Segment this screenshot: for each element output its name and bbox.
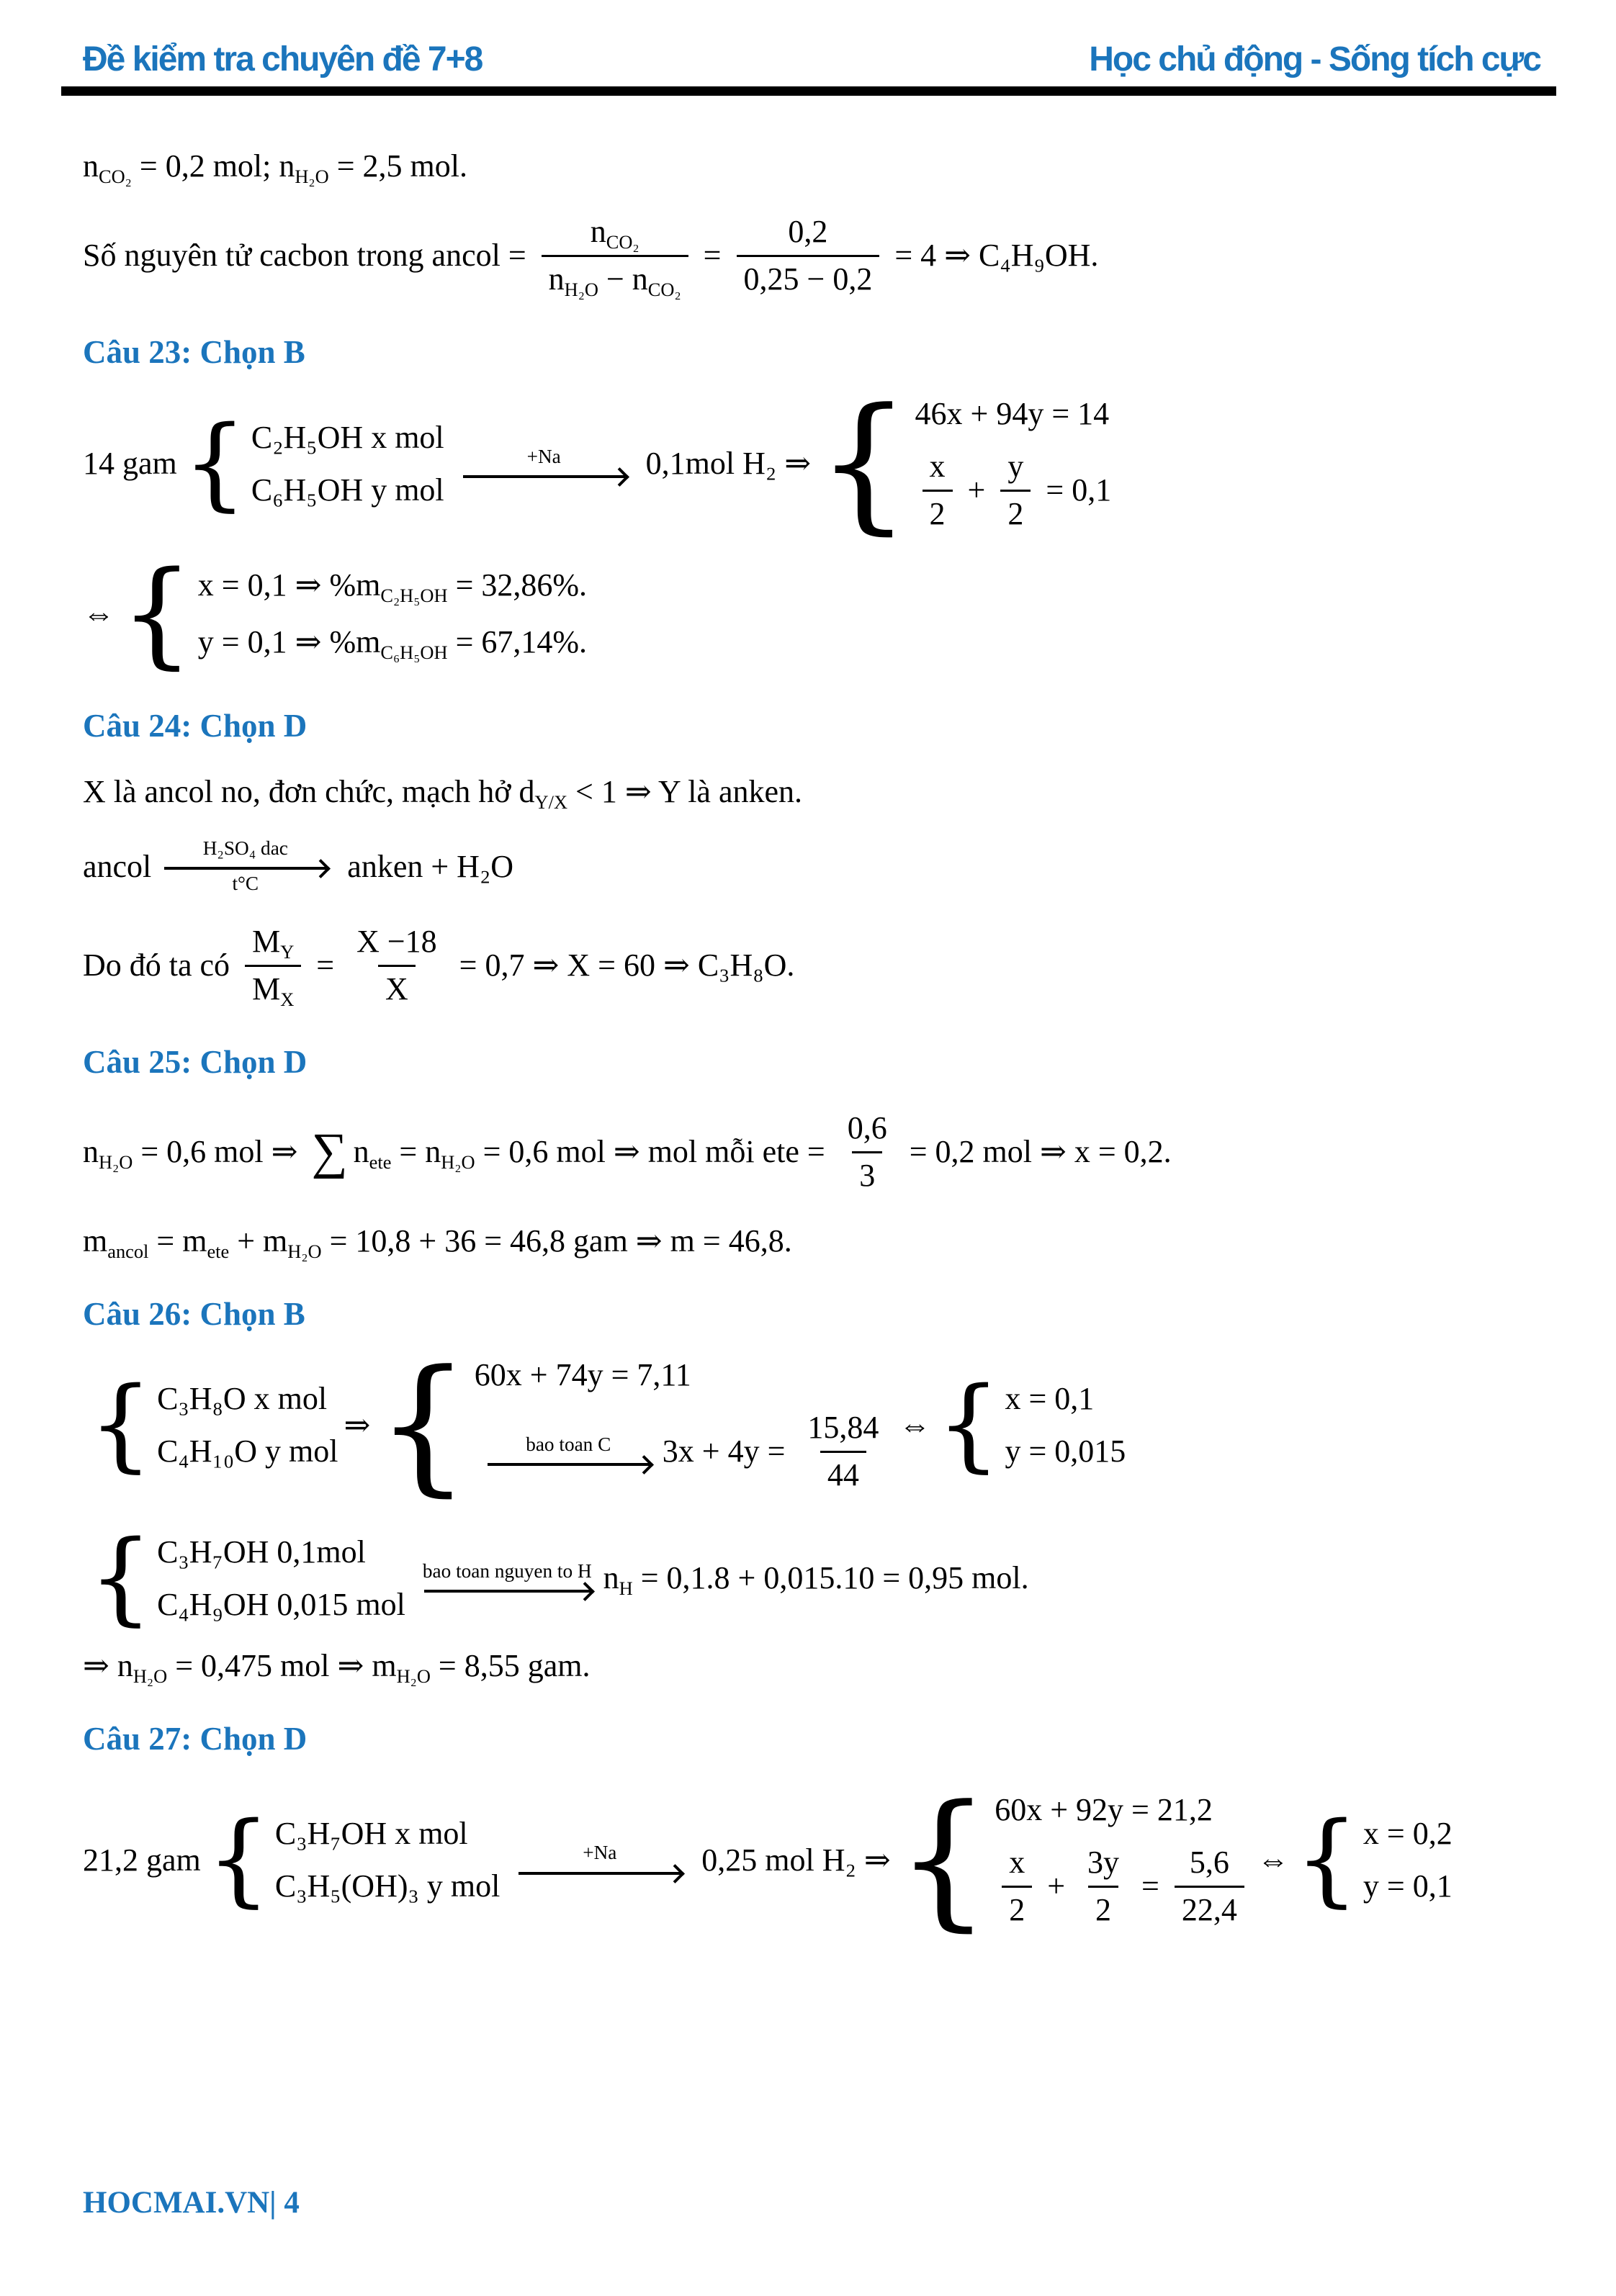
case-row: C₄H₁₀O y mol (157, 1433, 338, 1469)
cases-rows (1363, 1815, 1453, 1904)
math-text: = (148, 1223, 183, 1259)
var-sub: Y/X (534, 791, 567, 814)
math-text: X là ancol no, đơn chức, mạch hở (83, 774, 519, 809)
left-brace-icon: { (817, 377, 911, 549)
reaction-arrow-top-label: +Na (526, 445, 561, 467)
cases-group (89, 1518, 405, 1637)
case-row: C₆H₅OH y mol (251, 472, 444, 508)
math-text: = (391, 1133, 426, 1169)
var-base: %m (329, 624, 381, 659)
header-rule (61, 86, 1556, 96)
case-row: y = 0,1 (1363, 1868, 1453, 1904)
math-text: = 10,8 + 36 = 46,8 gam ⇒ m = 46,8. (321, 1223, 792, 1259)
chem-formula: C₃H₈O. (697, 947, 795, 983)
var-n-h2o (548, 261, 598, 301)
var-base: m (83, 1223, 108, 1259)
q26-result (83, 1647, 1540, 1687)
case-row (197, 623, 588, 664)
fraction-denominator: 2 (923, 490, 953, 532)
cases-rows (475, 1356, 894, 1493)
case-row: 60x + 74y = 7,11 (474, 1357, 691, 1393)
fraction (840, 1109, 894, 1194)
fraction-numerator: y (1007, 448, 1024, 484)
case-row: 46x + 94y = 14 (915, 395, 1110, 431)
math-text: + (959, 472, 994, 508)
question-24-heading: Câu 24: Chọn D (83, 708, 308, 744)
math-text: = 0,1.8 + 0,015.10 = 0,95 mol. (632, 1560, 1029, 1596)
math-text: 21,2 gam (83, 1842, 201, 1878)
cases-rows (995, 1791, 1252, 1928)
right-arrow-icon (488, 1463, 650, 1466)
implies-icon: ⇒ (344, 1407, 371, 1443)
math-text: = 0,2 mol ⇒ x = 0,2. (901, 1133, 1172, 1169)
q25-line-2 (83, 1223, 1540, 1262)
reaction-arrow-top-label: bao toan nguyen to H (422, 1559, 592, 1582)
page-header (83, 40, 1540, 79)
var-sub: H₂O (396, 1665, 431, 1687)
math-text: Do đó ta có (83, 947, 238, 983)
implies-icon: ⇒ (863, 1842, 891, 1878)
var-base: n (353, 1133, 369, 1169)
q26-hydrogen-balance (83, 1518, 1540, 1637)
fraction-numerator (245, 923, 301, 965)
iff-icon: ⇔ (899, 1407, 931, 1443)
var-sub: H₂O (287, 1240, 322, 1262)
math-text: = 0,1 (1038, 472, 1112, 508)
math-text: 0,1mol H₂ (637, 446, 785, 481)
math-text: Số nguyên tử cacbon trong ancol = (83, 238, 534, 273)
case-row: C₃H₅(OH)₃ y mol (274, 1868, 500, 1904)
var-sub: H₂O (441, 1151, 475, 1173)
right-arrow-icon (424, 1590, 591, 1593)
case-row (475, 1409, 894, 1493)
math-text: = (1134, 1868, 1167, 1904)
fraction-denominator (542, 255, 688, 301)
var-m-ancol (83, 1223, 149, 1262)
var-n-h2o (117, 1647, 168, 1687)
math-text: x = 0,1 ⇒ (197, 567, 330, 603)
iff-icon: ⇔ (1257, 1842, 1289, 1878)
fraction-denominator: 0,25 − 0,2 (737, 255, 880, 297)
fraction (737, 213, 880, 297)
var-sub: H₂O (99, 1151, 133, 1173)
cases-group (376, 1338, 893, 1511)
cases-group (817, 377, 1112, 549)
left-brace-icon: { (1294, 1801, 1359, 1919)
cases-group (120, 546, 588, 680)
var-m-h2o (372, 1647, 431, 1687)
fraction-denominator: X (378, 965, 416, 1007)
fraction (1002, 1844, 1032, 1928)
var-n-co2 (632, 261, 681, 301)
var-base: n (590, 214, 606, 249)
var-base: m (372, 1647, 397, 1683)
reaction-arrow-top-label: H₂SO₄ dac (202, 837, 288, 859)
case-row: y = 0,015 (1005, 1433, 1126, 1469)
math-text: = 0,2 mol; (131, 148, 279, 184)
fraction (245, 923, 301, 1010)
header-left-title: Đề kiểm tra chuyên đề 7+8 (83, 40, 482, 78)
case-row: 60x + 92y = 21,2 (995, 1792, 1213, 1828)
var-sub: ancol (107, 1240, 149, 1262)
var-base: n (425, 1133, 441, 1169)
fraction-numerator: 15,84 (807, 1410, 879, 1446)
var-n-ete (353, 1133, 392, 1173)
var-base: M (252, 923, 281, 959)
var-n-h2o (425, 1133, 475, 1173)
fraction-numerator: 5,6 (1189, 1845, 1229, 1881)
var-sub: H₂O (295, 166, 329, 188)
cases-rows (275, 1815, 500, 1904)
var-percent-mass (329, 623, 448, 664)
fraction (542, 213, 688, 301)
fraction (923, 448, 953, 532)
q26-system (83, 1338, 1540, 1511)
left-brace-icon: { (89, 1366, 153, 1484)
q24-computation (83, 923, 1540, 1010)
case-row: C₄H₉OH 0,015 mol (157, 1586, 405, 1622)
fraction-numerator (583, 213, 647, 255)
implies-icon: ⇒ (83, 1647, 117, 1683)
math-text: = (308, 947, 343, 983)
var-base: m (182, 1223, 207, 1259)
var-sub: X (280, 988, 295, 1010)
reaction-arrow-top-label: +Na (583, 1842, 617, 1864)
cases-group (182, 404, 444, 522)
fraction (1175, 1844, 1244, 1928)
right-arrow-icon (519, 1872, 681, 1875)
case-row (915, 448, 1112, 532)
q24-statement (83, 773, 1540, 814)
q23-solution (83, 546, 1540, 680)
var-sub: CO₂ (606, 231, 639, 253)
fraction-numerator: x (929, 448, 946, 484)
var-m-x (252, 971, 295, 1010)
reaction-arrow (422, 1559, 592, 1594)
q25-line-1: $n_{H_2O}$ = 0,6 mol ⇒ ∑ $n_{ete}$ = $n_{H_2O}$ = 0,6 mol ⇒ mol mỗi ete = $\frac{0,6}{3}$ = 0,2 mol ⇒ x = 0,2. (83, 1109, 1172, 1193)
math-text: + (229, 1223, 264, 1259)
left-brace-icon: { (182, 404, 247, 522)
var-percent-mass (329, 567, 448, 607)
var-sub: C₂H₅OH (380, 585, 448, 607)
var-base: n (603, 1560, 619, 1596)
right-arrow-icon (463, 475, 625, 478)
fraction (349, 923, 444, 1007)
question-27-heading: Câu 27: Chọn D (83, 1720, 308, 1757)
question-23-heading: Câu 23: Chọn B (83, 334, 305, 370)
cases-rows (1005, 1380, 1126, 1469)
var-n-co2 (83, 148, 132, 188)
math-text: − (598, 261, 632, 297)
question-26-heading: Câu 26: Chọn B (83, 1295, 305, 1332)
fraction-denominator: 2 (1002, 1886, 1032, 1928)
cases-rows (197, 567, 588, 664)
var-base: n (117, 1647, 133, 1683)
case-row (197, 567, 588, 607)
fraction-denominator (245, 965, 301, 1010)
left-brace-icon: { (206, 1801, 271, 1919)
var-m-y (252, 923, 295, 963)
iff-icon: ⇔ (83, 595, 115, 631)
var-base: n (83, 1133, 99, 1169)
left-brace-icon: { (896, 1773, 991, 1945)
var-sub: CO₂ (99, 166, 132, 188)
var-sub: H₂O (564, 279, 598, 301)
math-text: = 8,55 gam. (430, 1647, 591, 1683)
case-row: C₂H₅OH x mol (251, 419, 444, 455)
math-text: ancol (83, 848, 152, 884)
math-text: = 0,6 mol ⇒ mol mỗi ete = (475, 1133, 833, 1169)
var-sub: ete (207, 1240, 230, 1262)
cases-group (896, 1773, 1252, 1945)
case-row: C₃H₇OH 0,1mol (157, 1534, 366, 1570)
reaction-arrow (163, 839, 328, 894)
header-right-title: Học chủ động - Sống tích cực (1089, 40, 1540, 78)
fraction-denominator: 22,4 (1175, 1886, 1244, 1928)
var-sub: Y (280, 940, 295, 963)
q27-system (83, 1773, 1540, 1945)
math-text: = 32,86%. (447, 567, 588, 603)
math-text: = 0,475 mol ⇒ (167, 1647, 372, 1683)
math-text: y = 0,1 ⇒ (197, 624, 330, 659)
fraction-denominator: 2 (1088, 1886, 1118, 1928)
math-text: 0,25 mol H₂ (693, 1842, 864, 1878)
reaction-arrow-top-label: bao toan C (526, 1433, 611, 1455)
math-text: = 0,7 ⇒ X = 60 ⇒ (451, 947, 698, 983)
fraction-denominator: 2 (1000, 490, 1031, 532)
case-row: C₃H₇OH x mol (274, 1816, 468, 1852)
left-brace-icon: { (89, 1518, 153, 1637)
math-text: = 2,5 mol. (328, 148, 467, 184)
cases-group (936, 1366, 1126, 1484)
fraction-denominator: 44 (820, 1451, 866, 1493)
case-row: C₃H₈O x mol (157, 1381, 328, 1417)
math-text: + (1039, 1868, 1074, 1904)
fraction (800, 1409, 886, 1493)
var-base: M (252, 971, 281, 1007)
case-row: x = 0,1 (1005, 1381, 1095, 1417)
line-carbon-count (83, 213, 1540, 301)
left-brace-icon: { (936, 1366, 1001, 1484)
var-sub: C₆H₅OH (380, 641, 448, 664)
fraction-numerator: x (1009, 1845, 1025, 1881)
cases-rows (157, 1534, 405, 1623)
var-n-h2o (279, 148, 329, 188)
var-m-h2o (263, 1223, 322, 1262)
fraction-numerator: 0,6 (847, 1109, 887, 1145)
var-base: m (263, 1223, 288, 1259)
var-sub: CO₂ (647, 279, 681, 301)
left-brace-icon: { (120, 546, 194, 680)
q23-system (83, 377, 1540, 549)
cases-group (89, 1366, 338, 1484)
math-text: = 0,6 mol ⇒ (133, 1133, 306, 1169)
reaction-arrow (517, 1843, 682, 1876)
var-sub: H (619, 1577, 633, 1600)
cases-rows (157, 1380, 338, 1469)
question-25-heading: Câu 25: Chọn D (83, 1043, 308, 1080)
fraction-numerator: 0,2 (788, 214, 828, 249)
fraction (1000, 448, 1031, 532)
cases-group (1294, 1801, 1453, 1919)
left-brace-icon: { (376, 1338, 470, 1511)
fraction (1080, 1844, 1126, 1928)
math-text: = (695, 238, 730, 273)
var-sub: ete (369, 1151, 392, 1173)
math-text: < 1 ⇒ Y là anken. (567, 774, 803, 809)
var-base: n (632, 261, 648, 297)
reaction-arrow-bottom-label: t°C (232, 873, 259, 895)
math-text: = 4 ⇒ (886, 238, 979, 273)
math-text: 3x + 4y = (662, 1433, 794, 1469)
fraction-numerator: X −18 (356, 923, 437, 959)
chem-formula: C₄H₉OH. (979, 238, 1099, 273)
var-d-yx (519, 773, 567, 814)
reaction-arrow (462, 447, 627, 480)
case-row: x = 0,2 (1363, 1816, 1453, 1852)
footer-page-label: HOCMAI.VN| 4 (83, 2186, 300, 2220)
var-base: %m (329, 567, 381, 603)
var-n-h2o (83, 1133, 133, 1173)
reaction-arrow (486, 1435, 651, 1467)
cases-rows (915, 395, 1112, 532)
var-base: n (83, 148, 99, 184)
var-sub: H₂O (133, 1665, 168, 1687)
implies-icon: ⇒ (784, 446, 812, 481)
var-base: n (548, 261, 565, 297)
var-n-h (603, 1559, 633, 1600)
right-arrow-icon (164, 867, 326, 870)
case-row (995, 1844, 1252, 1928)
line-given-mols (83, 148, 1540, 188)
q24-reaction (83, 839, 1540, 894)
fraction-denominator: 3 (852, 1151, 882, 1194)
cases-group (206, 1801, 500, 1919)
math-text: anken + H₂O (339, 848, 514, 884)
math-text: 14 gam (83, 446, 177, 481)
cases-rows (251, 419, 444, 508)
fraction-numerator: 3y (1087, 1845, 1120, 1881)
math-text: = 67,14%. (447, 624, 588, 659)
var-base: d (519, 774, 535, 809)
var-m-ete (182, 1223, 230, 1262)
var-n-co2 (590, 213, 639, 253)
var-base: n (279, 148, 295, 184)
